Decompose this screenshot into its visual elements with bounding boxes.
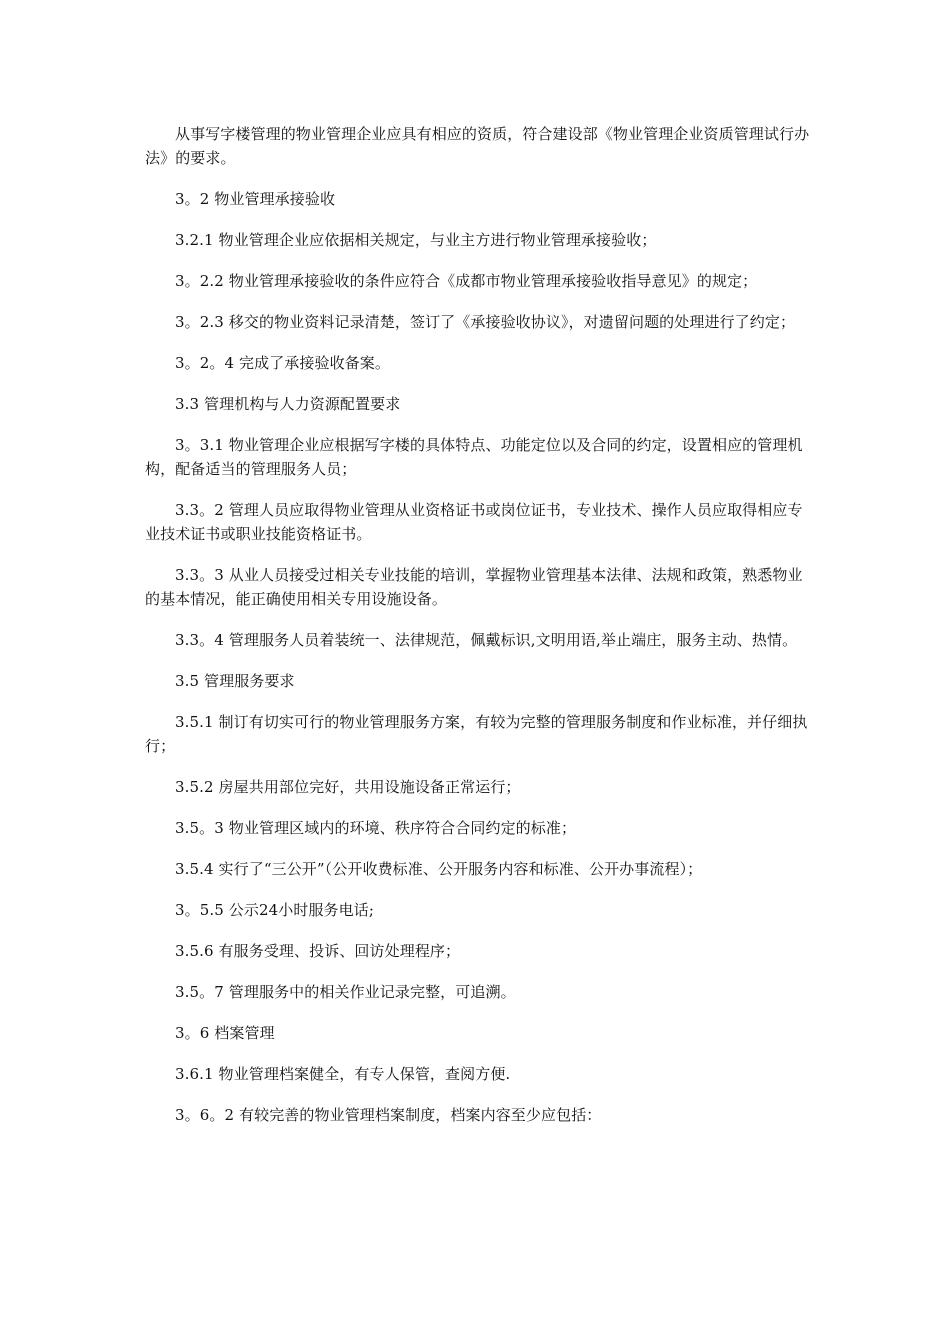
paragraph-3-3-3: 3.3。3 从业人员接受过相关专业技能的培训，掌握物业管理基本法律、法规和政策，熟悉物业的基本情况，能正确使用相关专用设施设备。: [145, 566, 803, 608]
paragraph-3-5-2: 3.5.2 房屋共用部位完好，共用设施设备正常运行；: [175, 778, 521, 796]
paragraph-3-5-3: 3.5。3 物业管理区域内的环境、秩序符合合同约定的标准；: [175, 819, 577, 837]
paragraph-3-3-2: 3.3。2 管理人员应取得物业管理从业资格证书或岗位证书，专业技术、操作人员应取得相应专业技术证书或职业技能资格证书。: [145, 501, 803, 543]
section-heading-3-6: 3。6 档案管理: [175, 1024, 275, 1042]
paragraph-3-2-4: 3。2。4 完成了承接验收备案。: [175, 354, 390, 372]
section-heading-3-2: 3。2 物业管理承接验收: [175, 190, 336, 208]
paragraph-3-5-6: 3.5.6 有服务受理、投诉、回访处理程序；: [175, 942, 461, 960]
paragraph-3-5-5: 3。5.5 公示24小时服务电话;: [175, 901, 375, 919]
document-body: [145, 122, 817, 1144]
paragraph-3-3-1: 3。3.1 物业管理企业应根据写字楼的具体特点、功能定位以及合同的约定，设置相应的管理机构，配备适当的管理服务人员；: [145, 436, 803, 478]
paragraph-3-2-2: 3。2.2 物业管理承接验收的条件应符合《成都市物业管理承接验收指导意见》的规定；: [175, 272, 758, 290]
paragraph-3-3-4: 3.3。4 管理服务人员着装统一、法律规范，佩戴标识,文明用语,举止端庄，服务主动、热情。: [175, 631, 798, 649]
paragraph-3-5-7: 3.5。7 管理服务中的相关作业记录完整，可追溯。: [175, 983, 516, 1001]
paragraph-qualification: 从事写字楼管理的物业管理企业应具有相应的资质，符合建设部《物业管理企业资质管理试行办法》的要求。: [145, 125, 810, 167]
paragraph-3-6-2: 3。6。2 有较完善的物业管理档案制度，档案内容至少应包括：: [175, 1106, 602, 1124]
paragraph-3-6-1: 3.6.1 物业管理档案健全，有专人保管，查阅方便.: [175, 1065, 511, 1083]
section-heading-3-5: 3.5 管理服务要求: [175, 672, 295, 690]
paragraph-3-5-1: 3.5.1 制订有切实可行的物业管理服务方案，有较为完整的管理服务制度和作业标准，并仔细执行；: [145, 713, 808, 755]
section-heading-3-3: 3.3 管理机构与人力资源配置要求: [175, 395, 401, 413]
paragraph-3-2-1: 3.2.1 物业管理企业应依据相关规定，与业主方进行物业管理承接验收；: [175, 231, 657, 249]
paragraph-3-2-3: 3。2.3 移交的物业资料记录清楚，签订了《承接验收协议》，对遗留问题的处理进行了约定；: [175, 313, 796, 331]
paragraph-3-5-4: 3.5.4 实行了“三公开”（公开收费标准、公开服务内容和标准、公开办事流程）；: [175, 860, 703, 878]
